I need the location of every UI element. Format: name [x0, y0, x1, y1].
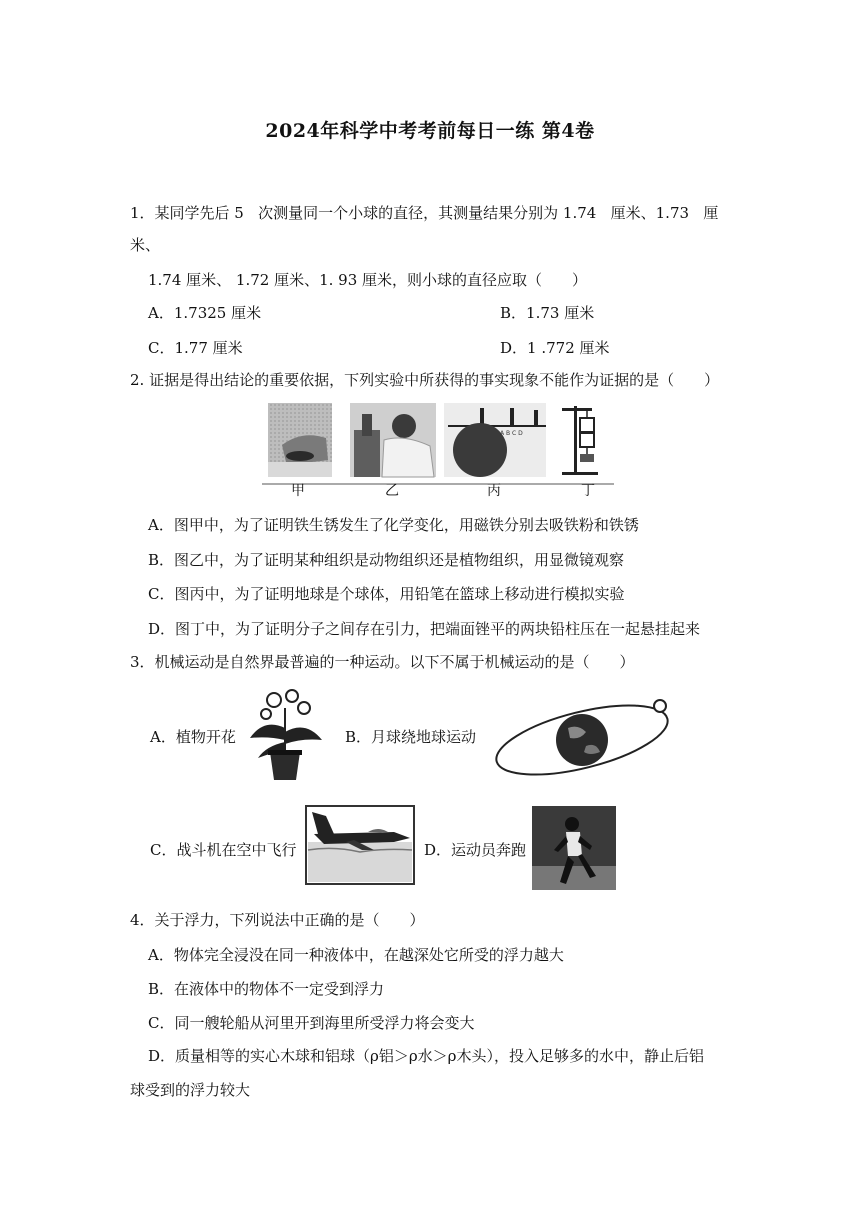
q4-option-a: A．物体完全浸没在同一种液体中，在越深处它所受的浮力越大: [148, 946, 564, 964]
q3-option-d: D．运动员奔跑: [424, 841, 527, 859]
q3-option-a: A．植物开花: [150, 728, 236, 746]
q2-option-a: A．图甲中，为了证明铁生锈发生了化学变化，用磁铁分别去吸铁粉和铁锈: [148, 516, 639, 534]
svg-text:A B C D: A B C D: [500, 430, 523, 437]
q1-stem-line1: 1．某同学先后 5 次测量同一个小球的直径，其测量结果分别为 1.74 厘米、1.73 厘: [130, 204, 719, 222]
q4-option-d-line1: D．质量相等的实心木球和铝球（ρ铝＞ρ水＞ρ木头），投入足够多的水中，静止后铝: [148, 1047, 704, 1065]
q3-option-c: C．战斗机在空中飞行: [150, 841, 297, 859]
q1-option-c: C．1.77 厘米: [148, 339, 243, 357]
q1-stem-line1b: 米、: [130, 236, 161, 254]
fighter-jet-image: [304, 804, 416, 886]
q2-option-d: D．图丁中，为了证明分子之间存在引力，把端面锉平的两块铅柱压在一起悬挂起来: [148, 620, 701, 638]
q2-caption-bing: 丙: [487, 483, 501, 499]
q4-stem: 4．关于浮力，下列说法中正确的是（ ）: [130, 911, 425, 929]
figure-bing: [444, 403, 546, 477]
q3-image-runner: [532, 806, 616, 890]
q3-stem: 3．机械运动是自然界最普遍的一种运动。以下不属于机械运动的是（ ）: [130, 653, 635, 671]
q2-caption-ding: 丁: [581, 483, 595, 499]
q1-option-a: A．1.7325 厘米: [148, 304, 262, 322]
q2-caption-jia: 甲: [291, 483, 305, 499]
figure-ding: [562, 406, 598, 475]
runner-image: [532, 806, 616, 890]
flower-pot-image: [244, 688, 326, 784]
figure-jia: [268, 403, 332, 477]
q4-option-c: C．同一艘轮船从河里开到海里所受浮力将会变大: [148, 1014, 475, 1032]
q4-option-d-line2: 球受到的浮力较大: [130, 1081, 251, 1099]
earth-moon-orbit-image: [490, 694, 674, 782]
q2-option-c: C．图丙中，为了证明地球是个球体，用铅笔在篮球上移动进行模拟实验: [148, 585, 625, 603]
q3-image-moon-orbit: [490, 694, 674, 782]
q2-caption-yi: 乙: [385, 483, 399, 499]
q4-option-b: B．在液体中的物体不一定受到浮力: [148, 980, 385, 998]
q3-image-flower: [244, 688, 326, 784]
q3-image-jet: [304, 804, 416, 886]
q1-option-b: B．1.73 厘米: [500, 304, 595, 322]
q3-option-b: B．月球绕地球运动: [345, 728, 477, 746]
q2-stem: 2. 证据是得出结论的重要依据，下列实验中所获得的事实现象不能作为证据的是（ ）: [130, 371, 720, 389]
page-title: 2024年科学中考考前每日一练 第4卷: [265, 120, 595, 142]
q1-option-d: D．1 .772 厘米: [500, 339, 610, 357]
q2-option-b: B．图乙中，为了证明某种组织是动物组织还是植物组织，用显微镜观察: [148, 551, 625, 569]
q1-stem-line2: 1.74 厘米、 1.72 厘米、1. 93 厘米，则小球的直径应取（ ）: [148, 271, 588, 289]
figure-yi: [350, 403, 436, 477]
